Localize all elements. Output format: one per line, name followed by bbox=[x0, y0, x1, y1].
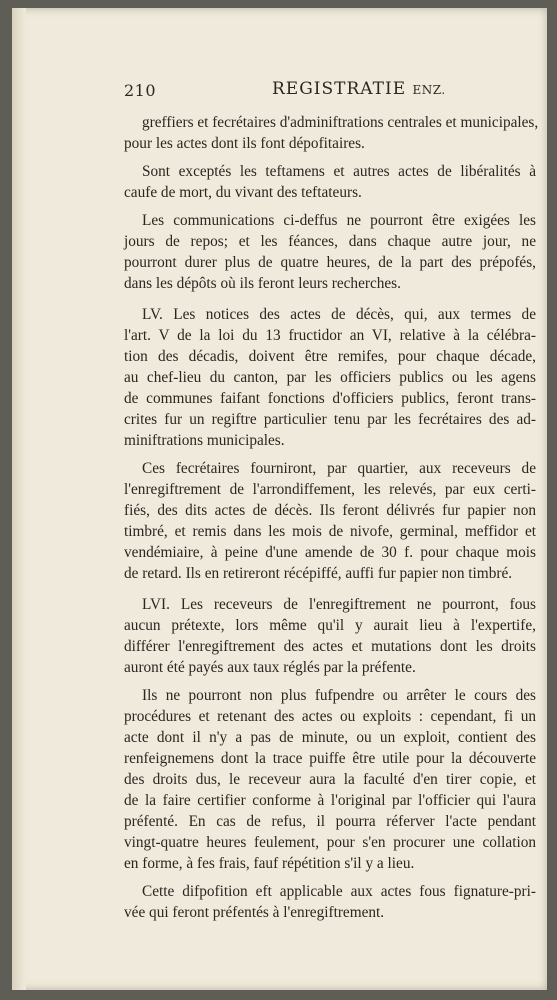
text-line: LV. Les notices des actes de décès, qui, aux termes de bbox=[142, 306, 536, 323]
paragraph bbox=[124, 210, 536, 294]
running-title-main: REGISTRATIE bbox=[272, 79, 407, 99]
paragraph-gap bbox=[124, 451, 536, 458]
paragraph-gap bbox=[124, 203, 536, 210]
text-line: Ils ne pourront non plus fufpendre ou arrêter le cours des bbox=[142, 687, 536, 704]
text-line: LVI. Les receveurs de l'enregiftrement ne pourront, fous bbox=[142, 596, 536, 613]
text-line: des droits dus, le receveur aura la faculté d'en tirer copie, et bbox=[124, 771, 536, 788]
paragraph bbox=[124, 304, 536, 451]
text-line: auront été payés aux taux réglés par la préfente. bbox=[124, 659, 416, 676]
running-title bbox=[272, 79, 446, 99]
text-line: greffiers et fecrétaires d'adminiftrations centrales et municipales, bbox=[142, 114, 539, 131]
text-line: Les communications ci-deffus ne pourront être exigées les bbox=[142, 212, 536, 229]
text-line: tion des décadis, doivent être remifes, pour chaque décade, bbox=[124, 348, 536, 365]
running-title-suffix: ENZ. bbox=[412, 83, 446, 97]
paragraph bbox=[124, 458, 536, 584]
paragraph bbox=[124, 161, 536, 203]
text-line: renfeignemens dont la trace puiffe être utile pour la découverte bbox=[124, 750, 536, 767]
paragraph bbox=[124, 685, 536, 874]
text-line: acte dont il n'y a pas de minute, ou un exploit, contient des bbox=[124, 729, 536, 746]
text-line: procédures et retenant des actes ou exploits : cependant, fi un bbox=[124, 708, 536, 725]
text-line: préfenté. En cas de refus, il pourra réferver l'acte pendant bbox=[124, 813, 536, 830]
page-header bbox=[124, 79, 532, 103]
text-line: aucun prétexte, lors même qu'il y aurait lieu à l'expertife, bbox=[124, 617, 536, 634]
page-gutter-shadow bbox=[12, 8, 26, 990]
text-line: l'enregiftrement de l'arrondiffement, les relevés, par eux certi- bbox=[124, 481, 536, 498]
body-text bbox=[124, 112, 539, 923]
text-line: vendémiaire, à peine d'une amende de 30 f. pour chaque mois bbox=[124, 544, 536, 561]
text-line: pour les actes dont ils font dépofitaires. bbox=[124, 135, 365, 152]
book-page bbox=[12, 8, 547, 990]
page-number: 210 bbox=[124, 81, 157, 100]
text-line: timbré, et remis dans les mois de nivofe, germinal, meffidor et bbox=[124, 523, 536, 540]
paragraph-gap bbox=[124, 584, 536, 594]
text-line: pourront durer plus de quatre heures, de la part des prépofés, bbox=[124, 254, 536, 271]
text-line: différer l'enregiftrement des actes et mutations dont les droits bbox=[124, 638, 536, 655]
paragraph-gap bbox=[124, 154, 536, 161]
text-line: de communes faifant fonctions d'officiers publics, feront trans- bbox=[124, 390, 536, 407]
paragraph-gap bbox=[124, 678, 536, 685]
text-line: Ces fecrétaires fourniront, par quartier, aux receveurs de bbox=[142, 460, 536, 477]
text-line: vingt-quatre heures feulement, pour s'en procurer une collation bbox=[124, 834, 536, 851]
text-line: dans les dépôts où ils feront leurs recherches. bbox=[124, 275, 401, 292]
paragraph-gap bbox=[124, 294, 536, 304]
paragraph bbox=[124, 594, 536, 678]
text-line: vée qui feront préfentés à l'enregiftrement. bbox=[124, 904, 385, 921]
text-line: Sont exceptés les teftamens et autres actes de libéralités à bbox=[142, 163, 536, 180]
paragraph bbox=[124, 112, 539, 154]
text-line: crites fur un regiftre particulier tenu par les fecrétaires des ad- bbox=[124, 411, 536, 428]
text-line: miniftrations municipales. bbox=[124, 432, 285, 449]
paragraph-gap bbox=[124, 874, 536, 881]
paragraph bbox=[124, 881, 536, 923]
text-line: Cette difpofition eft applicable aux actes fous fignature-pri- bbox=[142, 883, 536, 900]
text-line: de retard. Ils en retireront récépiffé, auffi fur papier non timbré. bbox=[124, 565, 513, 582]
text-line: fiés, des dits actes de décès. Ils feront délivrés fur papier non bbox=[124, 502, 536, 519]
text-line: caufe de mort, du vivant des teftateurs. bbox=[124, 184, 362, 201]
text-line: jours de repos; et les féances, dans chaque autre jour, ne bbox=[124, 233, 536, 250]
text-line: au chef-lieu du canton, par les officiers publics ou les agens bbox=[124, 369, 536, 386]
text-line: l'art. V de la loi du 13 fructidor an VI, relative à la célébra- bbox=[124, 327, 536, 344]
text-line: de la faire certifier conforme à l'original par l'officier qui l'aura bbox=[124, 792, 536, 809]
text-line: en forme, à fes frais, fauf répétition s'il y a lieu. bbox=[124, 855, 415, 872]
